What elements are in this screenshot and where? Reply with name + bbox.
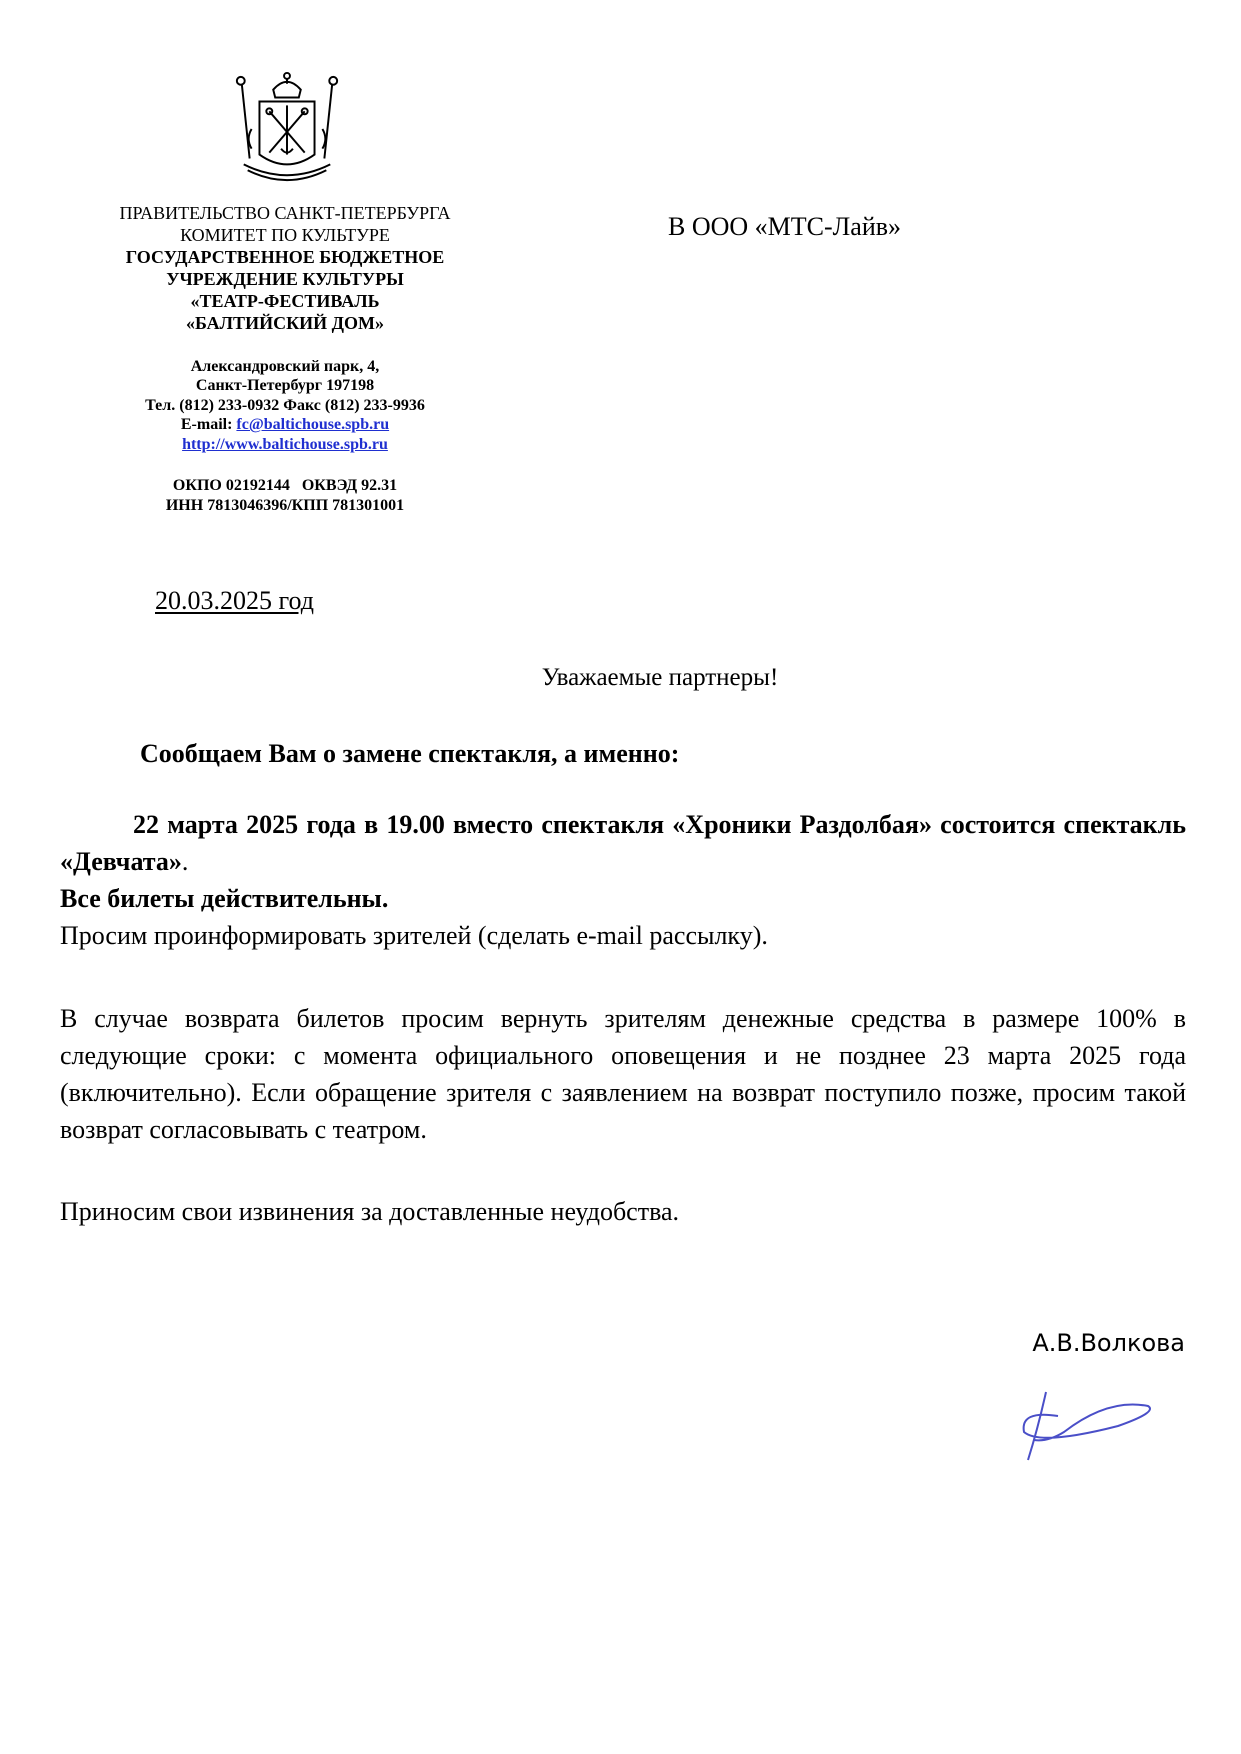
st-petersburg-coat-of-arms-icon: [228, 70, 346, 188]
address-line-2: Санкт-Петербург 197198: [195, 377, 375, 395]
signer-name: А.В.Волкова: [1032, 1329, 1185, 1357]
committee-name: КОМИТЕТ ПО КУЛЬТУРЕ: [180, 224, 390, 245]
website-line: [70, 435, 500, 455]
org-name-line-2: УЧРЕЖДЕНИЕ КУЛЬТУРЫ: [166, 268, 404, 289]
email-line: [70, 415, 500, 435]
okpo-okved-codes: ОКПО 02192144 ОКВЭД 92.31: [172, 477, 398, 495]
letterhead: [70, 203, 500, 515]
email-label: E-mail:: [180, 416, 237, 434]
website-link[interactable]: http://www.baltichouse.spb.ru: [182, 435, 388, 453]
salutation: Уважаемые партнеры!: [541, 664, 779, 691]
refund-paragraph: В случае возврата билетов просим вернуть зрителям денежные средства в размере 100% в следующие сроки: с момента официального оповещения и не позднее 23 марта 2025 года (включительно). Если обращение зрителя с заявлением на возврат поступило позже, просим такой возврат согласовывать с театром.: [60, 1004, 1186, 1144]
request-text: Просим проинформировать зрителей (сделать e-mail рассылку).: [60, 921, 768, 950]
letter-date: 20.03.2025 год: [155, 586, 314, 615]
phone-fax: Тел. (812) 233-0932 Факс (812) 233-9936: [145, 396, 425, 414]
replacement-text: 22 марта 2025 года в 19.00 вместо спектакля «Хроники Раздолбая» состоится спектакль «Девчата»: [60, 810, 1186, 876]
tickets-valid: Все билеты действительны.: [60, 884, 389, 913]
address-line-1: Александровский парк, 4,: [190, 357, 380, 375]
replacement-end: .: [181, 847, 189, 876]
apology-text: Приносим свои извинения за доставленные неудобства.: [60, 1197, 680, 1226]
inn-kpp-codes: ИНН 7813046396/КПП 781301001: [165, 496, 405, 514]
notice-heading: Сообщаем Вам о замене спектакля, а именно:: [140, 739, 680, 768]
recipient: В ООО «МТС-Лайв»: [668, 212, 902, 241]
handwritten-signature-icon: [968, 1388, 1184, 1464]
replacement-paragraph: [60, 806, 1186, 954]
email-link[interactable]: fc@baltichouse.spb.ru: [236, 416, 390, 434]
government-name: ПРАВИТЕЛЬСТВО САНКТ-ПЕТЕРБУРГА: [119, 203, 451, 223]
org-name-line-3: «ТЕАТР-ФЕСТИВАЛЬ: [190, 290, 380, 311]
org-name-line-4: «БАЛТИЙСКИЙ ДОМ»: [185, 312, 384, 333]
org-name-line-1: ГОСУДАРСТВЕННОЕ БЮДЖЕТНОЕ: [125, 246, 445, 267]
